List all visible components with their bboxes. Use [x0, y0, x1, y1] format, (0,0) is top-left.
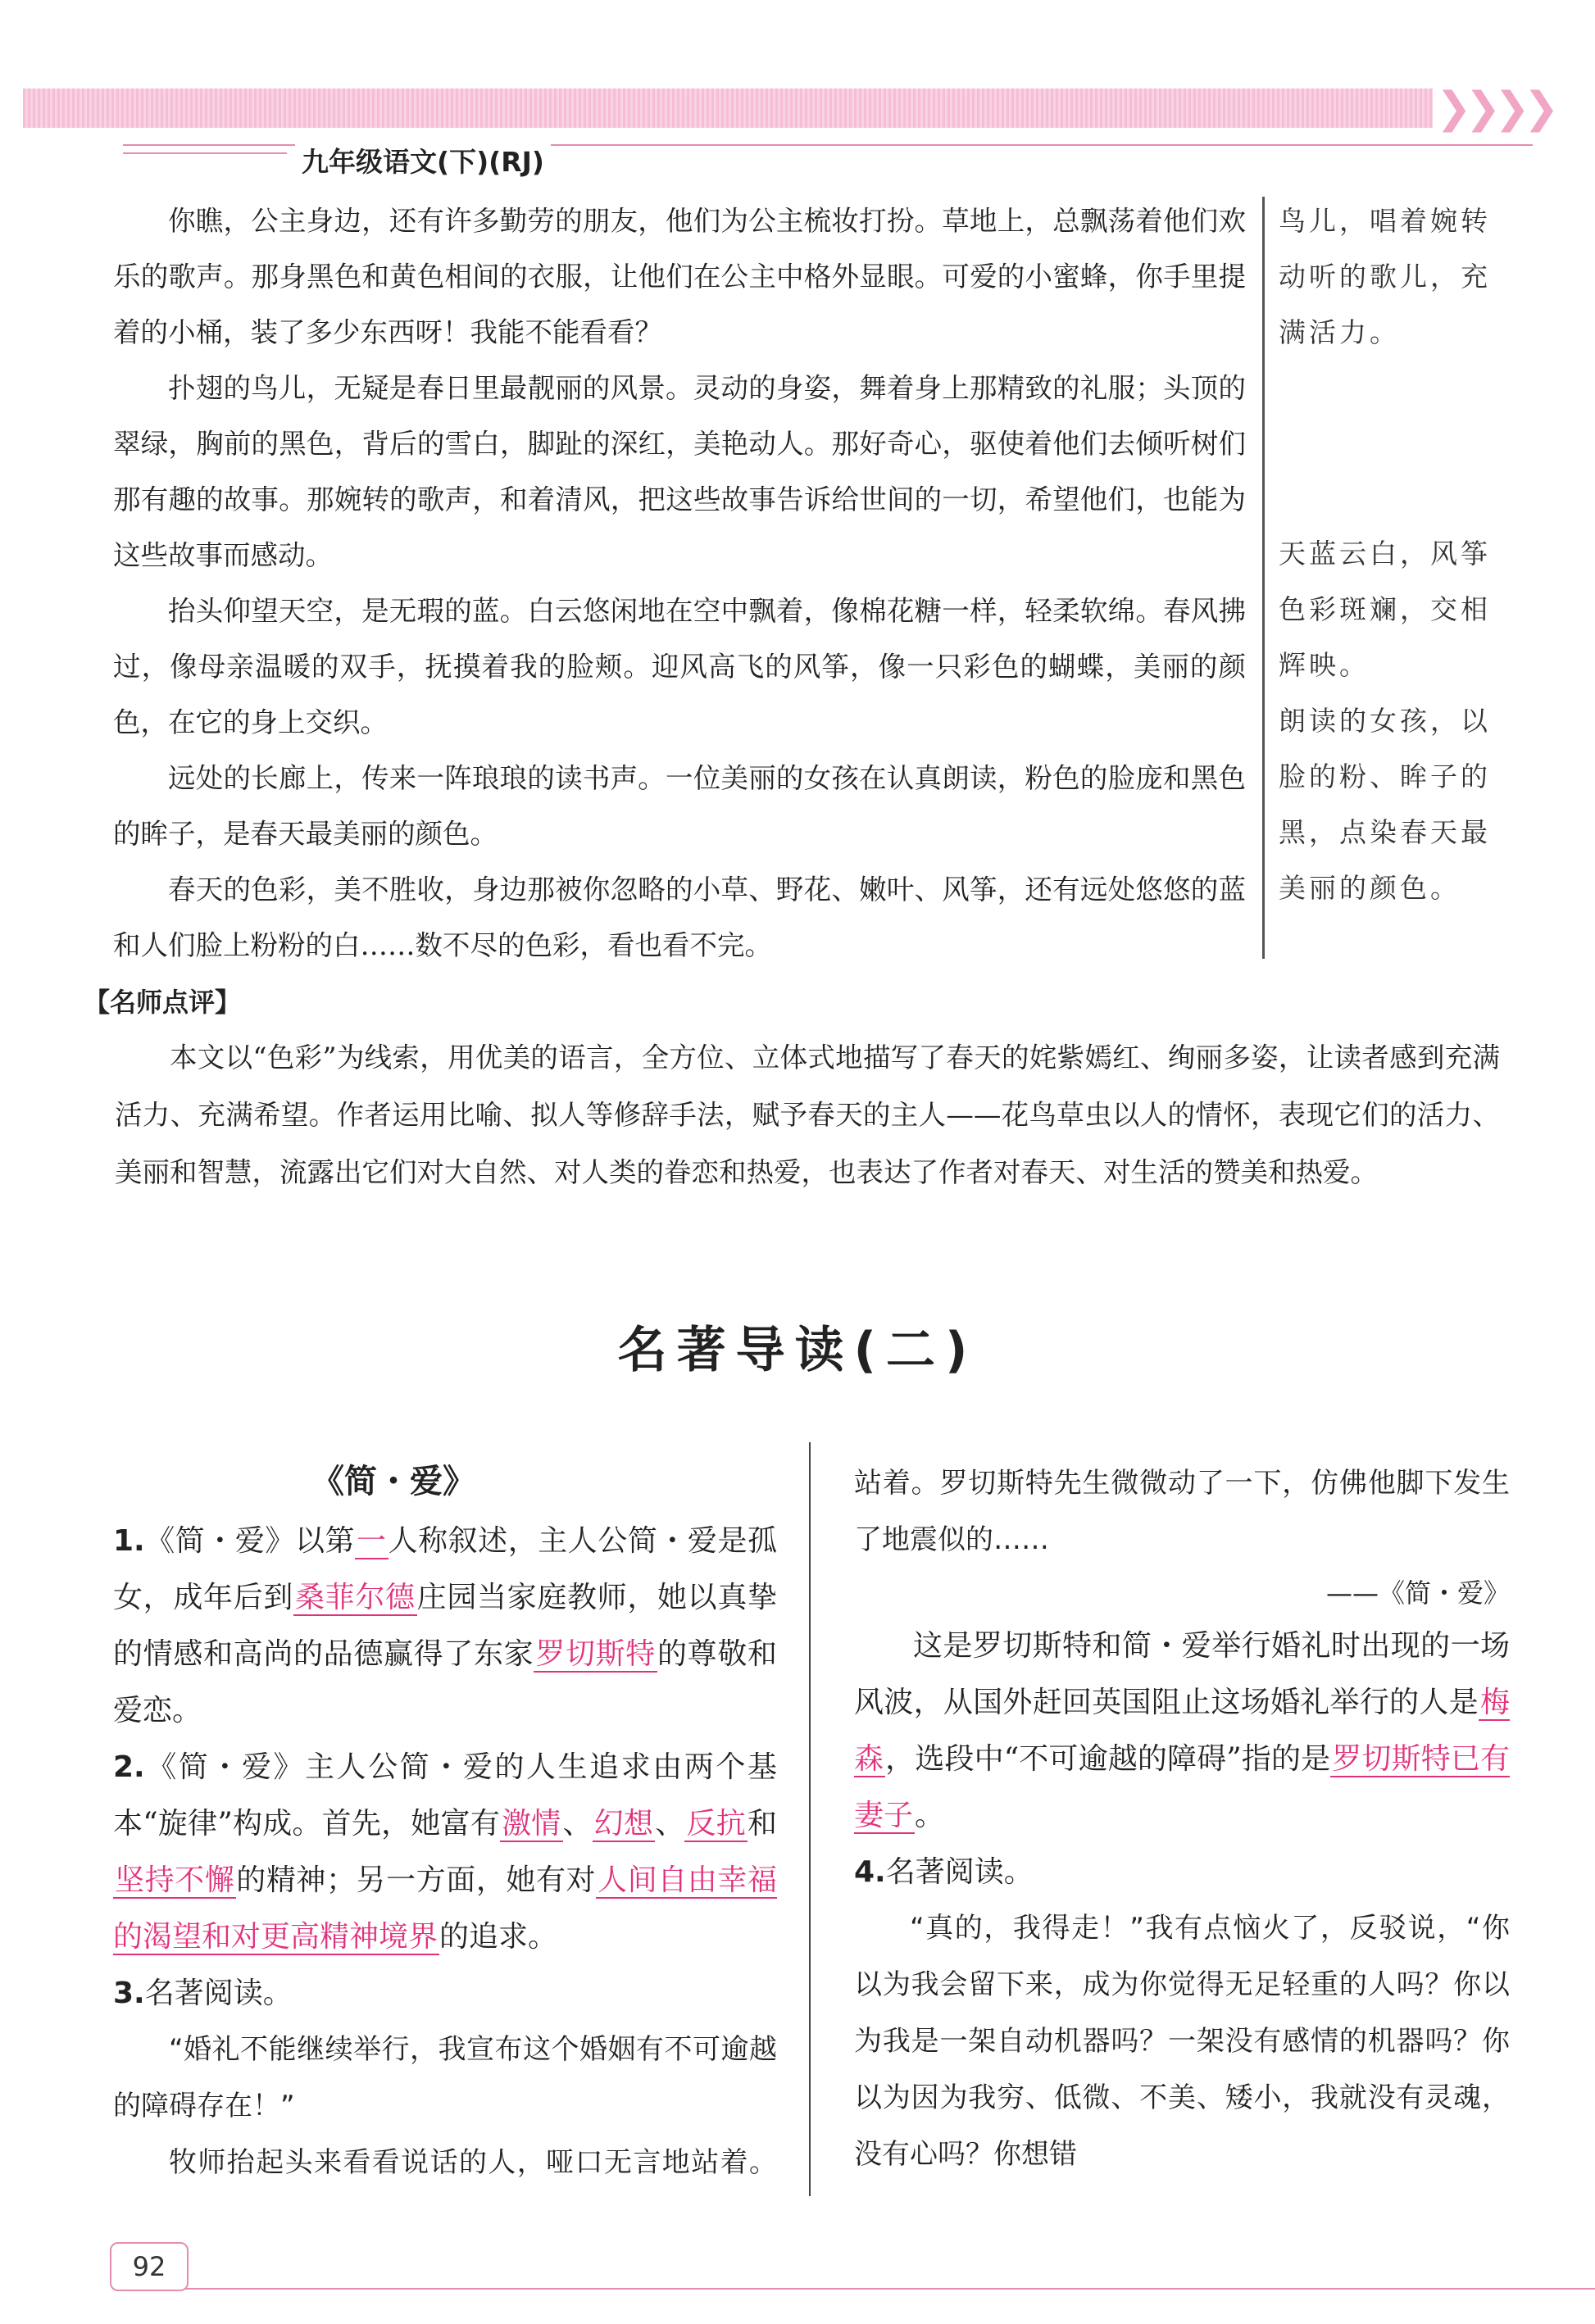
answer: 一 [357, 1524, 387, 1558]
essay-paragraph: 春天的色彩，美不胜收，身边那被你忽略的小草、野花、嫩叶、风筝，还有远处悠悠的蓝和人们脸上粉粉的白……数不尽的色彩，看也看不完。 [113, 874, 1246, 961]
commentary-body [115, 1029, 1500, 1201]
question-4-label [854, 1844, 1510, 1900]
essay-body [113, 193, 1246, 974]
question-text: 《简・爱》主人公简・爱的人生追求由两个基本“旋律”构成。首先，她富有 [113, 1750, 777, 1841]
quote-continuation: 站着。罗切斯特先生微微动了一下，仿佛他脚下发生了地震似的…… [854, 1467, 1510, 1556]
question-text: 人称叙述，主人公简・爱是孤女，成年后到 [113, 1524, 777, 1614]
side-note: 鸟儿，唱着婉转动听的歌儿，充满活力。 [1279, 205, 1491, 348]
essay-paragraph: 抬头仰望天空，是无瑕的蓝。白云悠闲地在空中飘着，像棉花糖一样，轻柔软绵。春风拂过，像母亲温暖的双手，抚摸着我的脸颊。迎风高飞的风筝，像一只彩色的蝴蝶，美丽的颜色，在它的身上交织。 [113, 595, 1246, 738]
question-text: 这是罗切斯特和简・爱举行婚礼时出现的一场风波，从国外赶回英国阻止这场婚礼举行的人是 [854, 1629, 1510, 1719]
question-text: 的追求。 [439, 1920, 558, 1954]
footer-rule [185, 2288, 1595, 2290]
quote-source: ——《简・爱》 [1325, 1577, 1510, 1609]
quote-paragraph: “真的，我得走！”我有点恼火了，反驳说，“你以为我会留下来，成为你觉得无足轻重的人吗？你以为我是一架自动机器吗？一架没有感情的机器吗？你以为因为我穷、低微、不美、矮小，我就没有灵魂，没有心吗？你想错 [854, 1912, 1510, 2171]
separator: 、 [655, 1807, 685, 1841]
question-number: 2. [113, 1750, 145, 1784]
commentary-text: 本文以“色彩”为线索，用优美的语言，全方位、立体式地描写了春天的姹紫嫣红、绚丽多姿，让读者感到充满活力、充满希望。作者运用比喻、拟人等修辞手法，赋予春天的主人——花鸟草虫以人的情怀，表现它们的活力、美丽和智慧，流露出它们对大自然、对人类的眷恋和热爱，也表达了作者对春天、对生活的赞美和热爱。 [115, 1042, 1500, 1188]
margin-divider [1262, 197, 1265, 959]
left-column [113, 1513, 777, 2191]
question-number: 3. [113, 1977, 145, 2010]
answer: 梅森 [854, 1686, 1510, 1776]
answer: 激情 [502, 1807, 561, 1841]
question-2 [113, 1739, 777, 1965]
column-divider [809, 1442, 811, 2196]
header-band [23, 89, 1433, 128]
answer: 坚持不懈 [115, 1863, 235, 1897]
separator: 、 [562, 1807, 593, 1841]
question-text: 名著阅读。 [144, 1977, 293, 2010]
question-text: 名著阅读。 [885, 1855, 1034, 1889]
answer: 桑菲尔德 [295, 1581, 416, 1614]
question-number: 1. [113, 1524, 145, 1558]
question-3-body [854, 1618, 1510, 1844]
commentary-heading: 【名师点评】 [84, 987, 242, 1018]
question-text: 。 [915, 1799, 945, 1832]
answer: 人间自由幸福的渴望和对更高精神境界 [113, 1863, 777, 1954]
right-column [854, 1455, 1510, 2183]
side-note: 朗读的女孩，以脸的粉、眸子的黑，点染春天最美丽的颜色。 [1279, 705, 1491, 904]
essay-paragraph: 你瞧，公主身边，还有许多勤劳的朋友，他们为公主梳妆打扮。草地上，总飘荡着他们欢乐的歌声。那身黑色和黄色相间的衣服，让他们在公主中格外显眼。可爱的小蜜蜂，你手里提着的小桶，装了多少东西呀！我能不能看看？ [113, 205, 1246, 348]
answer: 罗切斯特 [535, 1637, 656, 1671]
page-header-title: 九年级语文(下)(RJ) [295, 141, 551, 179]
side-note: 天蓝云白，风筝色彩斑斓，交相辉映。 [1279, 538, 1491, 681]
question-number: 4. [854, 1855, 886, 1889]
question-text: ，选段中“不可逾越的障碍”指的是 [885, 1742, 1331, 1776]
header-arrows-icon: ❯❯❯❯ [1436, 84, 1553, 133]
answer: 幻想 [593, 1807, 654, 1841]
quote-paragraph: 牧师抬起头来看看说话的人，哑口无言地站着。 [169, 2146, 777, 2179]
essay-paragraph: 远处的长廊上，传来一阵琅琅的读书声。一位美丽的女孩在认真朗读，粉色的脸庞和黑色的眸子，是春天最美丽的颜色。 [113, 762, 1246, 850]
essay-paragraph: 扑翅的鸟儿，无疑是春日里最靓丽的风景。灵动的身姿，舞着身上那精致的礼服；头顶的翠绿，胸前的黑色，背后的雪白，脚趾的深红，美艳动人。那好奇心，驱使着他们去倾听树们那有趣的故事。那婉转的歌声，和着清风，把这些故事告诉给世间的一切，希望他们，也能为这些故事而感动。 [113, 372, 1246, 571]
quote-paragraph: “婚礼不能继续举行，我宣布这个婚姻有不可逾越的障碍存在！” [113, 2033, 777, 2122]
question-text: 《简・爱》以第 [144, 1524, 356, 1558]
question-1 [113, 1513, 777, 1739]
page-number: 92 [110, 2242, 189, 2291]
header-decoration [123, 129, 287, 154]
work-title: 《简・爱》 [311, 1463, 475, 1500]
answer: 罗切斯特已有妻子 [854, 1742, 1510, 1832]
question-text: 的精神；另一方面，她有对 [236, 1863, 597, 1897]
answer: 反抗 [686, 1807, 746, 1841]
section-title: 名著导读(二) [617, 1322, 978, 1379]
question-text: 庄园当家庭教师，她以真挚的情感和高尚的品德赢得了东家 [113, 1581, 777, 1671]
question-3-label [113, 1965, 777, 2022]
question-text: 和 [747, 1807, 777, 1841]
question-text: 的尊敬和爱恋。 [113, 1637, 777, 1727]
